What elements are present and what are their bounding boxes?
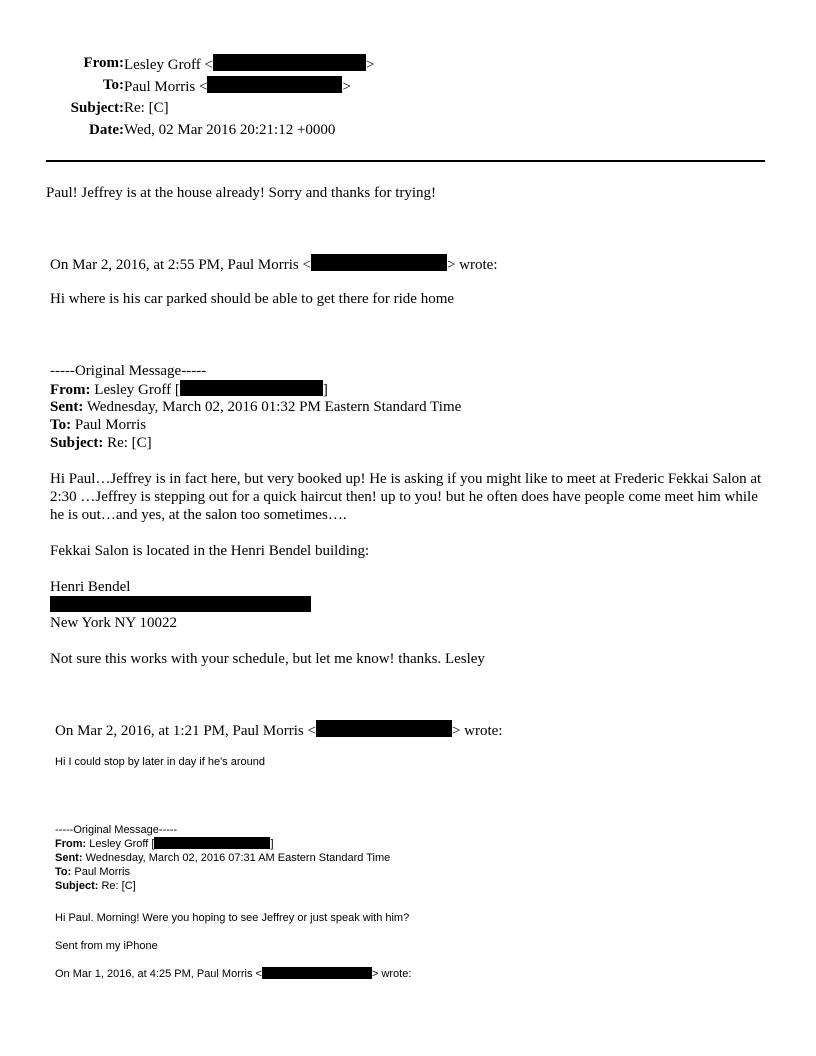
om1-subject-label: Subject: xyxy=(50,435,104,451)
om1-sent-value: Wednesday, March 02, 2016 01:32 PM Eastern Standard Time xyxy=(86,399,462,415)
om2-to xyxy=(55,865,130,879)
om2-to-label: To: xyxy=(55,866,72,878)
original-message-title: -----Original Message----- xyxy=(50,363,207,379)
subject-value: Re: [C] xyxy=(124,100,169,116)
om2-subject-value: Re: [C] xyxy=(101,880,136,892)
header-divider xyxy=(46,160,765,162)
om2-from-value: Lesley Groff [ xyxy=(89,838,155,850)
om2-from-label: From: xyxy=(55,838,87,850)
om2-subject xyxy=(55,879,136,893)
redaction-bar xyxy=(180,380,323,396)
quote-intro xyxy=(50,254,498,274)
from-close: > xyxy=(366,57,375,73)
quote-intro-text: On Mar 1, 2016, at 4:25 PM, Paul Morris < xyxy=(55,968,262,980)
date-value: Wed, 02 Mar 2016 20:21:12 +0000 xyxy=(124,122,336,138)
om2-sent-value: Wednesday, March 02, 2016 07:31 AM Eastern Standard Time xyxy=(85,852,391,864)
quote-intro-text: On Mar 2, 2016, at 2:55 PM, Paul Morris < xyxy=(50,257,311,273)
date-label: Date: xyxy=(89,122,124,138)
from-value xyxy=(124,54,374,74)
om2-paragraph: Hi Paul. Morning! Were you hoping to see Jeffrey or just speak with him? xyxy=(55,912,410,924)
om1-sent-label: Sent: xyxy=(50,399,84,415)
from-label: From: xyxy=(83,55,124,71)
quote-intro-wrote: > wrote: xyxy=(371,968,412,980)
subject-label: Subject: xyxy=(70,100,124,116)
quote-text: Hi where is his car parked should be able to get there for ride home xyxy=(50,291,455,307)
om1-paragraph: Fekkai Salon is located in the Henri Bendel building: xyxy=(50,543,370,559)
om1-from-label: From: xyxy=(50,382,91,398)
quote-intro-text: On Mar 2, 2016, at 1:21 PM, Paul Morris < xyxy=(55,723,316,739)
redaction-bar xyxy=(316,720,452,737)
om1-to-value: Paul Morris xyxy=(74,417,147,433)
original-message-title: -----Original Message----- xyxy=(55,824,178,836)
om1-subject-value: Re: [C] xyxy=(107,435,152,451)
quote-text: Hi I could stop by later in day if he's around xyxy=(55,756,265,768)
redaction-bar xyxy=(213,54,366,71)
om1-paragraph: Not sure this works with your schedule, but let me know! thanks. Lesley xyxy=(50,651,485,667)
om2-from xyxy=(55,837,274,851)
om2-sent-label: Sent: xyxy=(55,852,83,864)
quote-intro xyxy=(55,967,411,981)
from-name: Lesley Groff < xyxy=(124,57,213,73)
quote-intro-wrote: > wrote: xyxy=(446,257,498,273)
redaction-bar xyxy=(50,596,311,612)
redaction-bar xyxy=(311,254,447,271)
om1-from-close: ] xyxy=(322,382,328,398)
om1-paragraph: Hi Paul…Jeffrey is in fact here, but very booked up! He is asking if you might like to meet at Frederic Fekkai Salon at 2:30 …Jeffrey is stepping out for a quick haircut then! up to you! but he often does have people come meet him while he is out…and yes, at the salon too sometimes…. xyxy=(50,471,762,523)
om1-from xyxy=(50,380,328,399)
quote-intro xyxy=(55,720,503,740)
om1-to xyxy=(50,416,146,434)
reply-text: Paul! Jeffrey is at the house already! Sorry and thanks for trying! xyxy=(46,185,437,201)
om2-subject-label: Subject: xyxy=(55,880,99,892)
redaction-bar xyxy=(262,967,372,979)
om2-sent xyxy=(55,851,390,865)
redaction-bar xyxy=(154,837,270,849)
om1-subject xyxy=(50,434,152,452)
redaction-bar xyxy=(207,76,342,93)
om1-to-label: To: xyxy=(50,417,72,433)
om1-sent xyxy=(50,398,461,416)
to-name: Paul Morris < xyxy=(124,79,208,95)
address-line: Henri Bendel xyxy=(50,579,131,595)
om2-from-close: ] xyxy=(270,838,274,850)
om2-to-value: Paul Morris xyxy=(74,866,130,878)
om2-paragraph: Sent from my iPhone xyxy=(55,940,158,952)
om1-from-value: Lesley Groff [ xyxy=(94,382,180,398)
quote-intro-wrote: > wrote: xyxy=(451,723,503,739)
address-line: New York NY 10022 xyxy=(50,615,177,631)
to-close: > xyxy=(342,79,351,95)
to-value xyxy=(124,76,351,96)
to-label: To: xyxy=(102,77,124,93)
